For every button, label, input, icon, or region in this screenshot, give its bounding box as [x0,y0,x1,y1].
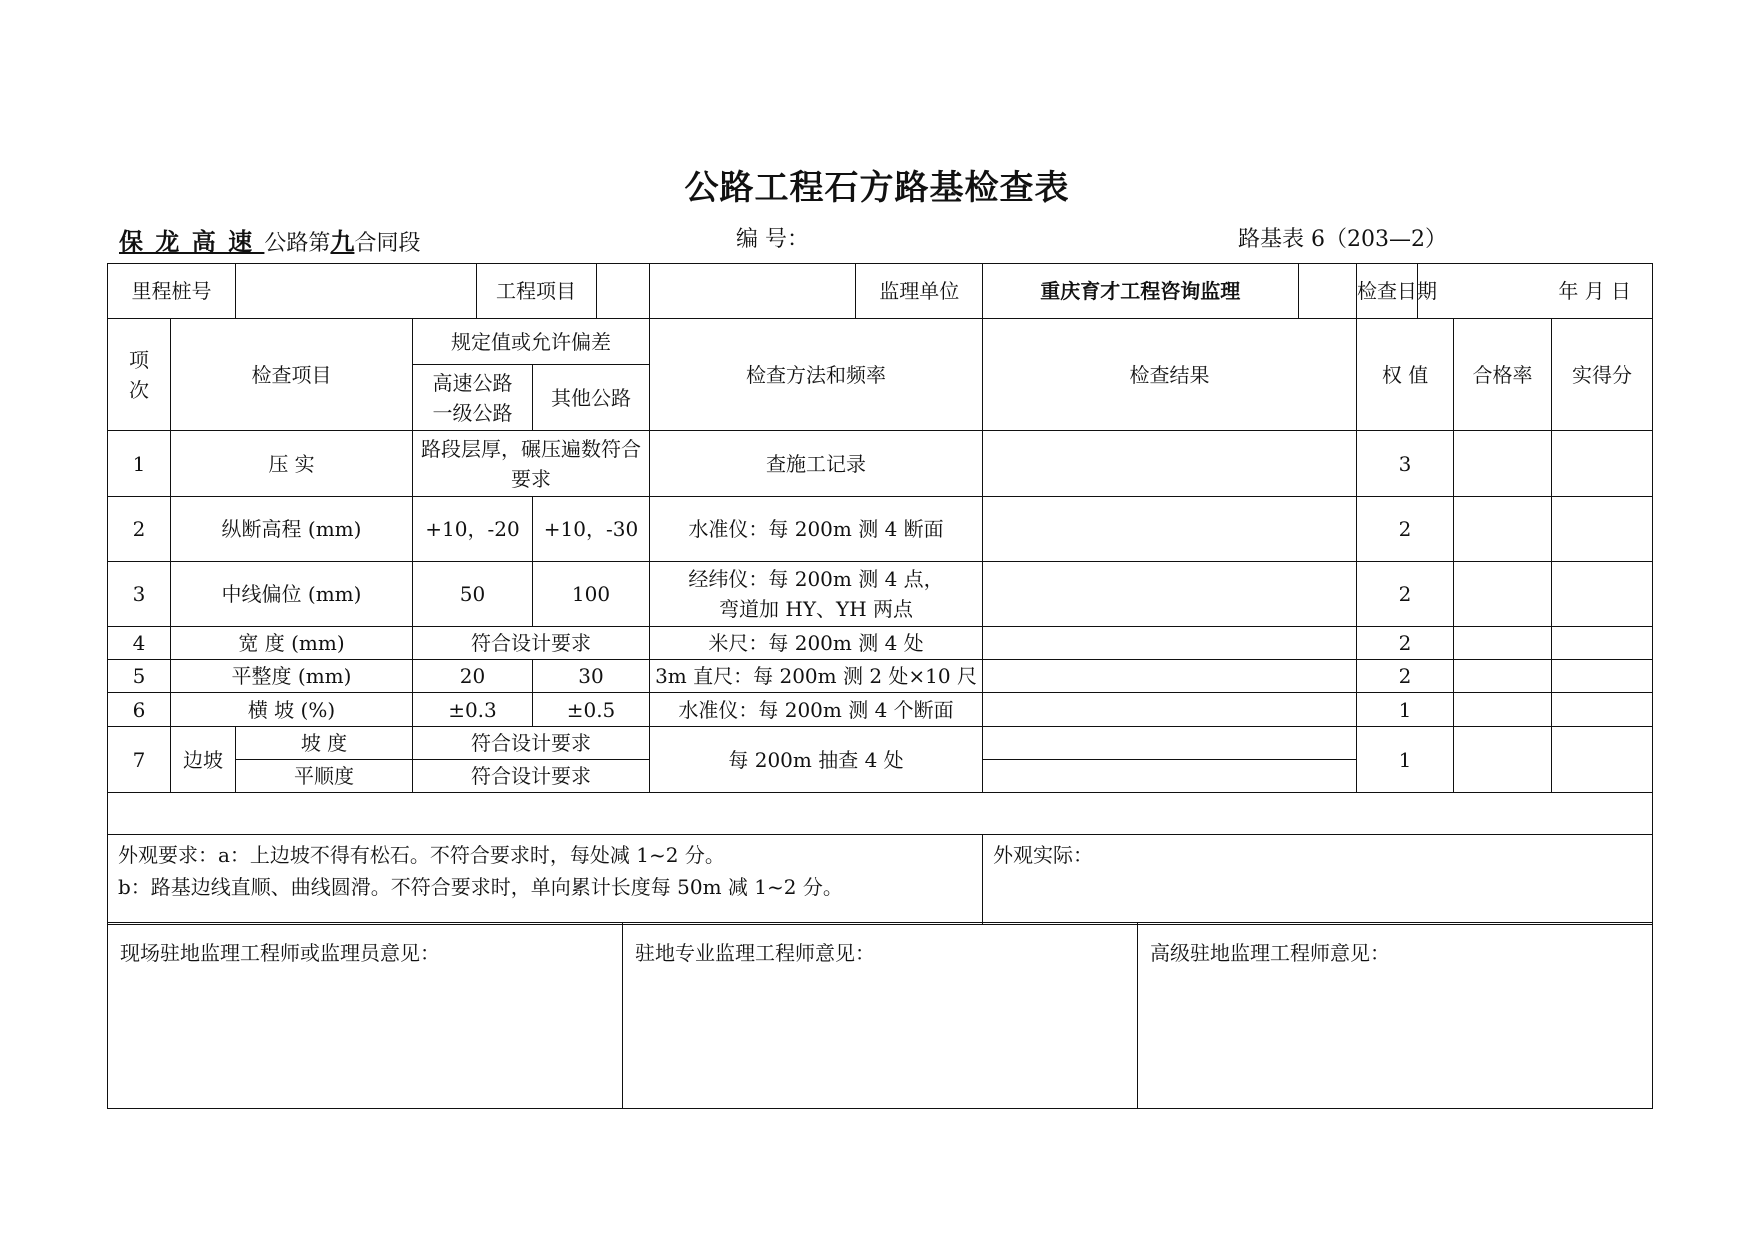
col-result: 检查结果 [983,319,1357,431]
column-header-row-1 [108,319,1653,365]
row-seq: 6 [108,693,171,727]
row-weight: 2 [1357,627,1454,660]
header-inner-table [236,264,718,318]
row-weight: 1 [1357,693,1454,727]
row-item: 压 实 [171,431,413,497]
slope-method: 每 200m 抽查 4 处 [650,727,983,793]
row-pass-rate[interactable] [1454,431,1552,497]
row-method: 水准仪：每 200m 测 4 断面 [650,497,983,562]
slope-result-1[interactable] [983,727,1357,760]
row-pass-rate[interactable] [1454,660,1552,693]
appearance-row [108,835,1653,925]
supervisor-value: 重庆育才工程咨询监理 [983,264,1298,318]
slope-seq: 7 [108,727,171,793]
row-other: 30 [533,660,650,693]
col-score: 实得分 [1552,319,1653,431]
number-label: 编 号： [736,227,809,252]
supervisor-label: 监理单位 [879,279,960,303]
row-method: 水准仪：每 200m 测 4 个断面 [650,693,983,727]
row-item: 纵断高程 (mm) [171,497,413,562]
slope-weight: 1 [1357,727,1454,793]
slope-pass-rate[interactable] [1454,727,1552,793]
col-other: 其他公路 [533,365,650,431]
slope-row-1 [108,727,1653,760]
row-result[interactable] [983,431,1357,497]
row-weight: 2 [1357,660,1454,693]
row-result[interactable] [983,660,1357,693]
header-inner-cell-3 [983,264,1357,319]
date-value[interactable]: 年 月 日 [1558,279,1632,303]
slope-sub2: 平顺度 [236,760,413,793]
date-label: 检查日期 [1357,264,1417,318]
col-seq-line2: 次 [129,377,149,402]
row-highway: 20 [413,660,533,693]
road-suffix-text: 合同段 [354,231,421,256]
row-weight: 2 [1357,497,1454,562]
row-seq: 1 [108,431,171,497]
row-score[interactable] [1552,497,1653,562]
col-item: 检查项目 [171,319,413,431]
row-score[interactable] [1552,562,1653,627]
road-mid-text: 公路第 [264,231,331,256]
row-seq: 3 [108,562,171,627]
row-score[interactable] [1552,660,1653,693]
row-other: 100 [533,562,650,627]
row-tolerance: 路段层厚，碾压遍数符合要求 [413,431,650,497]
road-segment-line [119,222,420,257]
row-highway: +10，-20 [413,497,533,562]
header-inner-table-2 [650,264,983,318]
header-inner-table-3 [983,264,1357,318]
row-item: 横 坡 (%) [171,693,413,727]
slope-group: 边坡 [171,727,236,793]
table-row [108,497,1653,562]
row-method: 米尺：每 200m 测 4 处 [650,627,983,660]
slope-sub1-tolerance: 符合设计要求 [413,727,650,760]
row-pass-rate[interactable] [1454,627,1552,660]
row-method: 3m 直尺：每 200m 测 2 处×10 尺 [650,660,983,693]
row-item: 中线偏位 (mm) [171,562,413,627]
resident-engineer-opinion[interactable]: 驻地专业监理工程师意见： [623,923,1138,1109]
row-method-line2: 弯道加 HY、YH 两点 [719,597,914,621]
row-pass-rate[interactable] [1454,693,1552,727]
row-result[interactable] [983,497,1357,562]
appearance-actual[interactable]: 外观实际： [983,835,1653,925]
row-other: +10，-30 [533,497,650,562]
header-inner-cell-4 [1357,264,1653,319]
appearance-requirements [108,835,983,925]
slope-sub1: 坡 度 [236,727,413,760]
row-tolerance: 符合设计要求 [413,627,650,660]
col-highway-line1: 高速公路 [432,370,513,395]
blank-cell[interactable] [108,793,1653,835]
header-info-row [108,264,1653,319]
row-result[interactable] [983,693,1357,727]
header-inner-cell [236,264,650,319]
header-inner-table-4 [1357,264,1653,318]
site-supervisor-opinion[interactable]: 现场驻地监理工程师或监理员意见： [108,923,623,1109]
col-method: 检查方法和频率 [650,319,983,431]
col-seq-line1: 项 [129,347,149,372]
project-value-ext [650,264,855,318]
table-row [108,431,1653,497]
row-score[interactable] [1552,431,1653,497]
row-pass-rate[interactable] [1454,562,1552,627]
col-seq [108,319,171,431]
row-score[interactable] [1552,693,1653,727]
document-title: 公路工程石方路基检查表 [684,168,1070,208]
table-row [108,693,1653,727]
row-item: 宽 度 (mm) [171,627,413,660]
table-row [108,660,1653,693]
blank-row [108,793,1653,835]
row-item: 平整度 (mm) [171,660,413,693]
station-value[interactable] [236,264,476,318]
row-method [650,562,983,627]
row-weight: 2 [1357,562,1454,627]
header-inner-cell-2 [650,264,983,319]
row-result[interactable] [983,627,1357,660]
segment-number: 九 [330,228,355,256]
table-row [108,627,1653,660]
row-method: 查施工记录 [650,431,983,497]
row-pass-rate[interactable] [1454,497,1552,562]
col-highway [413,365,533,431]
inspection-table [107,263,1653,925]
row-other: ±0.5 [533,693,650,727]
row-method-line1: 经纬仪：每 200m 测 4 点， [688,567,944,591]
slope-score[interactable] [1552,727,1653,793]
slope-result-2[interactable] [983,760,1357,793]
row-weight: 3 [1357,431,1454,497]
table-row [108,562,1653,627]
row-seq: 5 [108,660,171,693]
station-label: 里程桩号 [108,264,236,319]
road-name: 保 龙 高 速 [119,228,265,256]
form-code: 路基表 6（203—2） [1238,227,1447,252]
row-result[interactable] [983,562,1357,627]
appearance-req-line1: 外观要求：a：上边坡不得有松石。不符合要求时，每处减 1~2 分。 [118,843,725,867]
col-tolerance: 规定值或允许偏差 [413,319,650,365]
row-seq: 4 [108,627,171,660]
row-highway: 50 [413,562,533,627]
row-highway: ±0.3 [413,693,533,727]
senior-engineer-opinion[interactable]: 高级驻地监理工程师意见： [1138,923,1653,1109]
signature-table [107,922,1653,1109]
slope-sub2-tolerance: 符合设计要求 [413,760,650,793]
appearance-req-line2: b：路基边线直顺、曲线圆滑。不符合要求时，单向累计长度每 50m 减 1~2 分。 [118,875,843,899]
row-score[interactable] [1552,627,1653,660]
date-label-start [1298,264,1357,318]
row-seq: 2 [108,497,171,562]
col-highway-line2: 一级公路 [432,400,513,425]
project-label: 工程项目 [476,264,596,318]
col-pass-rate: 合格率 [1454,319,1552,431]
col-weight: 权 值 [1357,319,1454,431]
